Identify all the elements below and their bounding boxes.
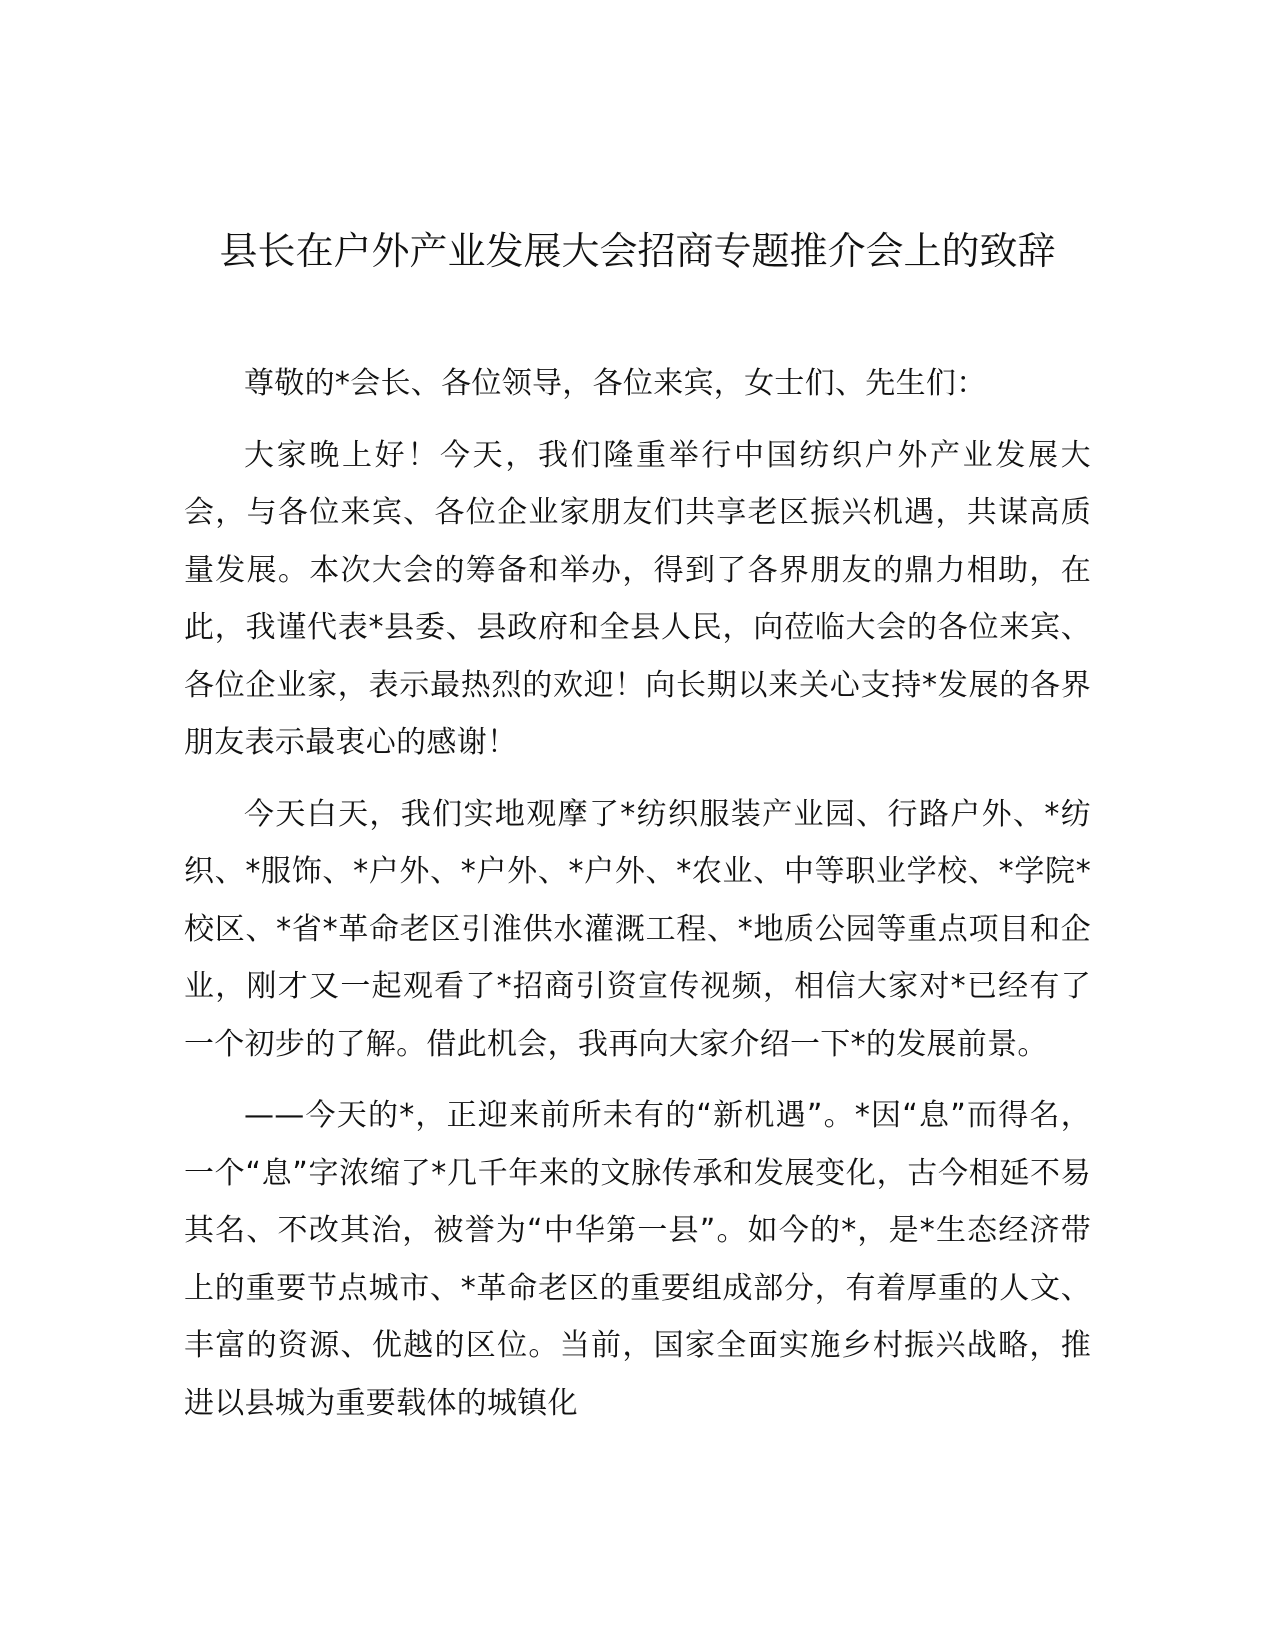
document-body (184, 355, 1091, 1446)
document-title: 县长在户外产业发展大会招商专题推介会上的致辞 (219, 229, 1056, 273)
paragraph-2: 今天白天，我们实地观摩了*纺织服装产业园、行路户外、*纺织、*服饰、*户外、*户外、*户外、*农业、中等职业学校、*学院*校区、*省*革命老区引淮供水灌溉工程、*地质公园等重点项目和企业，刚才又一起观看了*招商引资宣传视频，相信大家对*已经有了一个初步的了解。借此机会，我再向大家介绍一下*的发展前景。 (184, 796, 1091, 1062)
salutation: 尊敬的*会长、各位领导，各位来宾，女士们、先生们： (244, 366, 987, 401)
paragraph-3: ——今天的*，正迎来前所未有的“新机遇”。*因“息”而得名，一个“息”字浓缩了*几千年来的文脉传承和发展变化，古今相延不易其名、不改其治，被誉为“中华第一县”。如今的*，是*生态经济带上的重要节点城市、*革命老区的重要组成部分，有着厚重的人文、丰富的资源、优越的区位。当前，国家全面实施乡村振兴战略，推进以县城为重要载体的城镇化 (184, 1098, 1091, 1421)
paragraph-1: 大家晚上好！今天，我们隆重举行中国纺织户外产业发展大会，与各位来宾、各位企业家朋友们共享老区振兴机遇，共谋高质量发展。本次大会的筹备和举办，得到了各界朋友的鼎力相助，在此，我谨代表*县委、县政府和全县人民，向莅临大会的各位来宾、各位企业家，表示最热烈的欢迎！向长期以来关心支持*发展的各界朋友表示最衷心的感谢！ (184, 437, 1091, 760)
